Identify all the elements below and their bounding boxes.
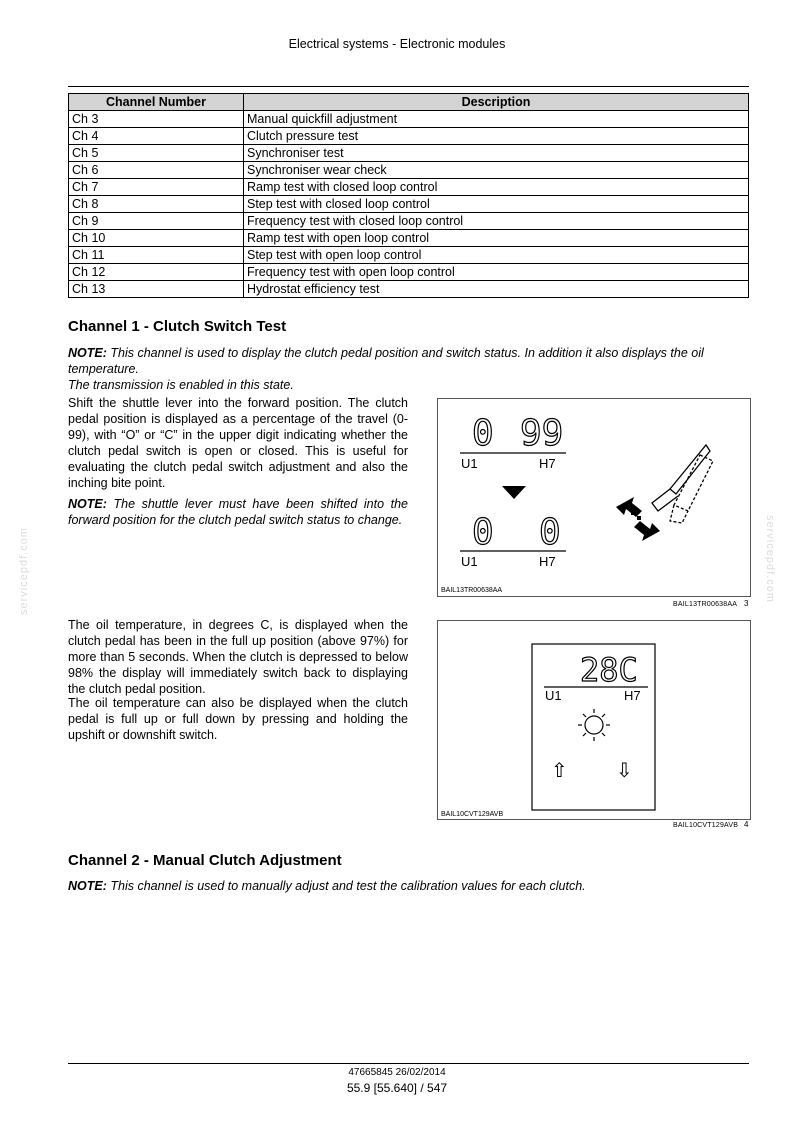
cell-description: Step test with closed loop control [244,196,749,213]
table-header-row [69,94,749,111]
lcd-label-u1: U1 [545,688,562,703]
pedal-motion-arrows-icon [616,497,660,541]
channel2-heading: Channel 2 - Manual Clutch Adjustment [68,852,342,869]
figure-4-caption: BAIL10CVT129AVB [673,822,739,829]
cell-channel: Ch 11 [69,247,244,264]
note-text: This channel is used to display the clutch pedal position and switch status. In addition it also displays the oil temperature. [68,346,704,376]
page-header-title: Electrical systems - Electronic modules [288,37,506,51]
channel1-note-2 [68,496,408,528]
table-row [69,179,749,196]
sun-icon [578,709,610,741]
channel2-note [68,878,752,894]
cell-channel: Ch 3 [69,111,244,128]
cell-channel: Ch 6 [69,162,244,179]
temperature-readout: 28C [580,651,638,689]
column-header-description: Description [244,94,749,111]
footer-doc-ref: 47665845 26/02/2014 [348,1067,446,1078]
table-row [69,111,749,128]
upshift-arrow-icon: ⇧ [551,758,568,782]
note-label: NOTE: [68,346,107,360]
note-label: NOTE: [68,879,107,893]
table-row [69,145,749,162]
channel1-paragraph-1: Shift the shuttle lever into the forward position. The clutch pedal position is displayed as a percentage of the travel (0-99), with “O” or “C” in the upper digit indicating whether the clutch pedal switch is open or closed. This is useful for evaluating the clutch pedal switch adjustment and also the inching bite point. [68,396,408,490]
clutch-pedal-icon [652,445,713,523]
figure-4 [437,620,751,820]
down-triangle-icon [502,486,526,499]
channel1-paragraph-2: The oil temperature, in degrees C, is displayed when the clutch pedal has been in the full up position (above 97%) for more than 5 seconds. When the clutch is depressed to below 98% the display will immediately switch back to displaying the clutch pedal position. [68,618,408,696]
cell-channel: Ch 7 [69,179,244,196]
cell-description: Ramp test with open loop control [244,230,749,247]
cell-channel: Ch 9 [69,213,244,230]
lcd-label-h7: H7 [624,688,641,703]
figure-3-illustration [438,399,750,596]
note-line2: The transmission is enabled in this state. [68,378,294,392]
watermark-right: servicepdf.com [764,515,776,603]
cell-channel: Ch 13 [69,281,244,298]
column-header-channel: Channel Number [69,94,244,111]
table-row [69,281,749,298]
display-bottom-label-u1: U1 [461,554,478,569]
channel1-note [68,345,752,393]
downshift-arrow-icon: ⇩ [616,758,633,782]
table-row [69,162,749,179]
channel1-paragraph-3: The oil temperature can also be displayed when the clutch pedal is full up or full down by pressing and holding the upshift or downshift switch. [68,696,408,742]
table-row [69,128,749,145]
table-row [69,264,749,281]
display-bottom-label-h7: H7 [539,554,556,569]
display-bottom-left-digit: 0 [472,512,494,553]
figure-3-number: 3 [744,599,749,608]
channel1-heading: Channel 1 - Clutch Switch Test [68,318,287,335]
figure-4-illustration [438,621,750,819]
cell-channel: Ch 5 [69,145,244,162]
cell-channel: Ch 8 [69,196,244,213]
display-top-left-digit: 0 [472,413,494,454]
footer-rule [68,1063,749,1064]
figure-3 [437,398,751,597]
cell-channel: Ch 10 [69,230,244,247]
cell-description: Clutch pressure test [244,128,749,145]
cell-channel: Ch 12 [69,264,244,281]
cell-description: Synchroniser test [244,145,749,162]
note-text: The shuttle lever must have been shifted into the forward position for the clutch pedal switch status to change. [68,497,408,527]
cell-description: Step test with open loop control [244,247,749,264]
figure-4-inner-caption: BAIL10CVT129AVB [441,811,504,818]
cell-description: Frequency test with open loop control [244,264,749,281]
display-bottom-right-digit: 0 [539,512,561,553]
cell-description: Hydrostat efficiency test [244,281,749,298]
table-row [69,213,749,230]
figure-3-inner-caption: BAIL13TR00638AA [441,587,503,594]
figure-4-number: 4 [744,820,749,829]
display-top-label-h7: H7 [539,456,556,471]
cell-description: Manual quickfill adjustment [244,111,749,128]
display-top-right-digits: 99 [520,413,564,454]
watermark-left: servicepdf.com [18,527,30,615]
note-text: This channel is used to manually adjust and test the calibration values for each clutch. [106,879,586,893]
note-label: NOTE: [68,497,107,511]
channel-table [68,93,749,298]
cell-description: Frequency test with closed loop control [244,213,749,230]
cell-description: Ramp test with closed loop control [244,179,749,196]
figure-3-caption: BAIL13TR00638AA [673,601,738,608]
table-row [69,230,749,247]
footer-page-ref: 55.9 [55.640] / 547 [346,1081,448,1095]
display-top-label-u1: U1 [461,456,478,471]
cell-description: Synchroniser wear check [244,162,749,179]
table-row [69,196,749,213]
cell-channel: Ch 4 [69,128,244,145]
header-rule [68,86,749,87]
table-row [69,247,749,264]
